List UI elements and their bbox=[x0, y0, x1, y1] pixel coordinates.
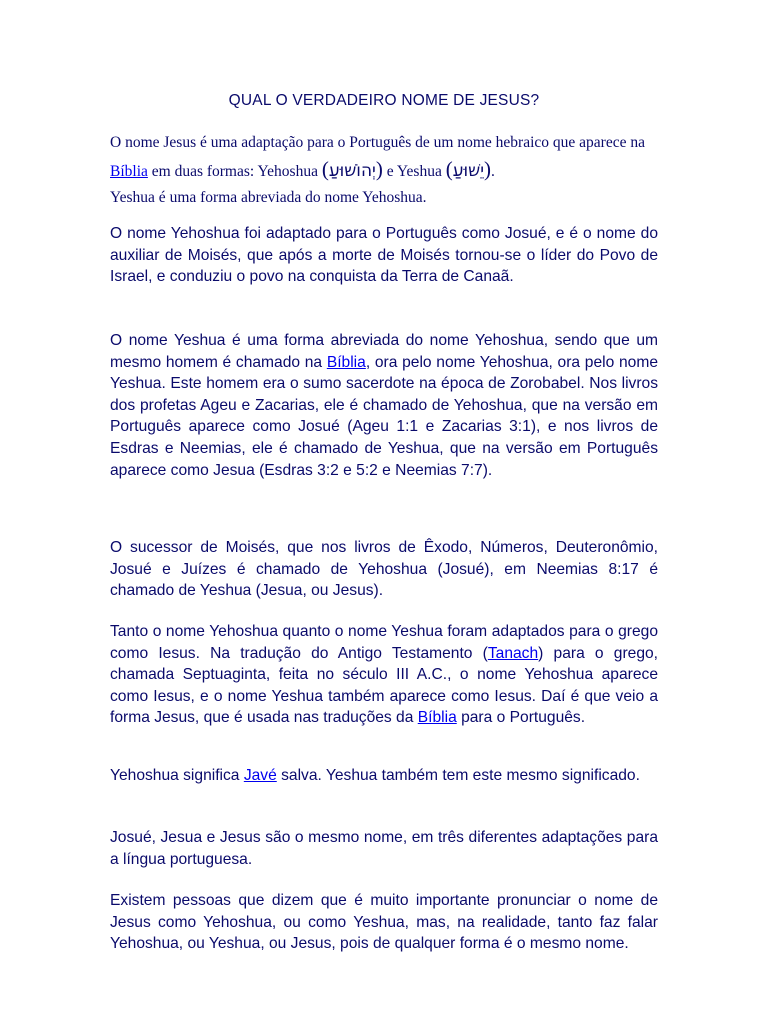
p2-text-1: O nome Yeshua é uma forma abreviada do nome Yehoshua, sendo que um mesmo homem é chamado na bbox=[110, 332, 658, 371]
p2-text-2: , ora pelo nome Yehoshua, ora pelo nome Yeshua. Este homem era o sumo sacerdote na época de Zorobabel. Nos livros dos profetas Ageu e Zacarias, ele é chamado de Yehoshua, que na versão em Português aparece como Josué (Ageu 1:1 e Zacarias 3:1), e nos livros de Esdras e Neemias, ele é chamado de Yeshua, que na versão em Português aparece como Jesua (Esdras 3:2 e 5:2 e Neemias 7:7). bbox=[110, 353, 658, 479]
paragraph-5 bbox=[110, 765, 658, 787]
p4-text-1: Tanto o nome Yehoshua quanto o nome Yeshua foram adaptados para o grego como Iesus. Na tradução do Antigo Testamento ( bbox=[110, 623, 658, 662]
p5-text-1: Yehoshua significa bbox=[110, 767, 244, 784]
intro-paragraph: O nome Jesus é uma adaptação para o Português de um nome hebraico que aparece na Bíblia em duas formas: Yehoshua (יְהוֹשׁוּעַ) e Yeshua (יֵשׁוּעַ). Yeshua é uma forma abreviada do nome Yehoshua. bbox=[110, 134, 645, 206]
p4-text-2: ) para o grego, chamada Septuaginta, feita no século III A.C., o nome Yehoshua aparece como Iesus, e o nome Yeshua também aparece como Iesus. Daí é que veio a forma Jesus, que é usada nas traduções da bbox=[110, 644, 658, 727]
intro-text-1: O nome Jesus é uma adaptação para o Português de um nome hebraico que aparece na bbox=[110, 134, 645, 151]
paragraph-4 bbox=[110, 621, 658, 729]
p5-text-2: salva. Yeshua também tem este mesmo significado. bbox=[276, 767, 640, 784]
page-title: QUAL O VERDADEIRO NOME DE JESUS? bbox=[228, 92, 540, 109]
paragraph-1: O nome Yehoshua foi adaptado para o Português como Josué, e é o nome do auxiliar de Moisés, que após a morte de Moisés tornou-se o líder do Povo de Israel, e conduziu o povo na conquista da Terra de Canaã. bbox=[110, 225, 658, 286]
biblia-link[interactable]: Bíblia bbox=[110, 163, 148, 180]
jave-link[interactable]: Javé bbox=[243, 767, 277, 784]
paragraph-7: Existem pessoas que dizem que é muito importante pronunciar o nome de Jesus como Yehoshua, ou como Yeshua, mas, na realidade, tanto faz falar Yehoshua, ou Yeshua, ou Jesus, pois de qualquer forma é o mesmo nome. bbox=[110, 892, 658, 953]
paragraph-2 bbox=[110, 330, 658, 481]
intro-text-4: . bbox=[491, 163, 495, 180]
intro-text-3: e Yeshua bbox=[382, 163, 446, 180]
hebrew-yeshua: יֵשׁוּעַ bbox=[452, 161, 485, 181]
biblia-link[interactable]: Bíblia bbox=[326, 353, 366, 371]
intro-text-2: em duas formas: Yehoshua bbox=[147, 163, 322, 180]
p4-text-3: para o Português. bbox=[456, 709, 586, 727]
biblia-link[interactable]: Bíblia bbox=[417, 709, 457, 727]
tanach-link[interactable]: Tanach bbox=[487, 644, 539, 662]
hebrew-yehoshua: יְהוֹשׁוּעַ bbox=[328, 161, 376, 181]
intro-text-5: Yeshua é uma forma abreviada do nome Yehoshua. bbox=[110, 189, 427, 206]
paragraph-3: O sucessor de Moisés, que nos livros de Êxodo, Números, Deuteronômio, Josué e Juízes é chamado de Yehoshua (Josué), em Neemias 8:17 é chamado de Yeshua (Jesua, ou Jesus). bbox=[110, 539, 658, 600]
paragraph-6: Josué, Jesua e Jesus são o mesmo nome, em três diferentes adaptações para a língua portuguesa. bbox=[110, 829, 658, 868]
